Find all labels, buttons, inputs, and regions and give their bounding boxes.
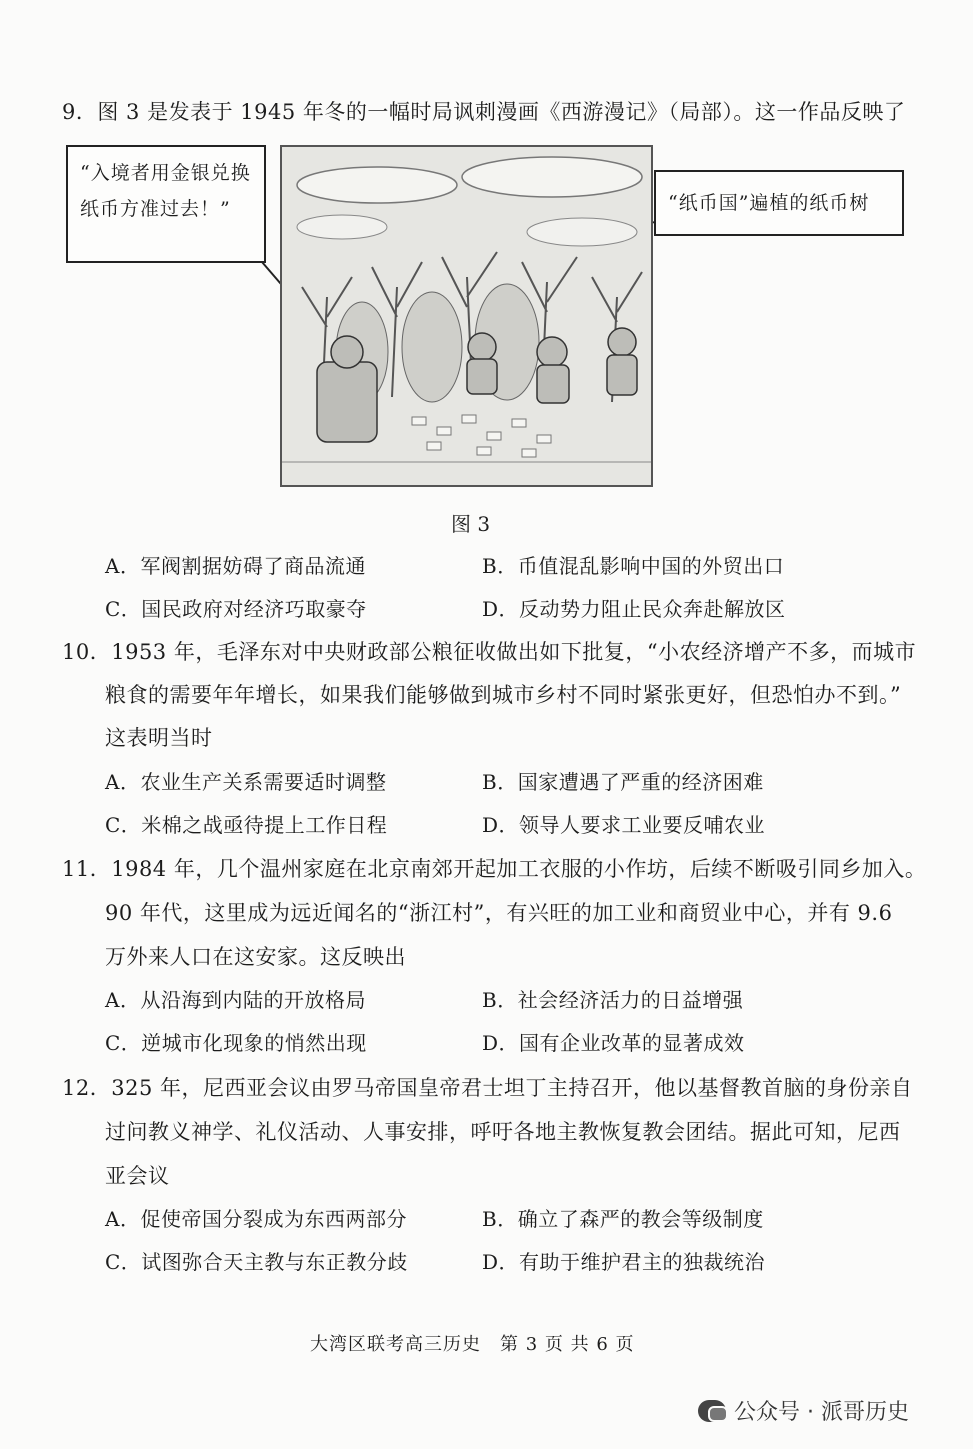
q11-line3: 万外来人口在这安家。这反映出	[105, 945, 406, 969]
q12-line1: 12．325 年，尼西亚会议由罗马帝国皇帝君士坦丁主持召开，他以基督教首脑的身份亲自	[62, 1076, 913, 1100]
q10-option-b: B．国家遭遇了严重的经济困难	[482, 770, 764, 794]
page-footer: 大湾区联考高三历史 第 3 页 共 6 页	[310, 1334, 635, 1355]
q11-option-b: B．社会经济活力的日益增强	[482, 988, 744, 1012]
q11-option-d: D．国有企业改革的显著成效	[482, 1031, 745, 1055]
q10-option-c: C．米棉之战亟待提上工作日程	[105, 813, 388, 837]
q9-stem: 9．图 3 是发表于 1945 年冬的一幅时局讽刺漫画《西游漫记》（局部）。这一作品反映了	[62, 100, 906, 124]
q9-option-b: B．币值混乱影响中国的外贸出口	[482, 554, 785, 578]
q11-line2: 90 年代，这里成为远近闻名的“浙江村”，有兴旺的加工业和商贸业中心，并有 9.6	[105, 901, 893, 925]
q9-option-a: A．军阀割据妨碍了商品流通	[105, 554, 366, 578]
callout-left-line1: “入境者用金银兑换	[80, 162, 251, 184]
q10-option-d: D．领导人要求工业要反哺农业	[482, 813, 766, 837]
callout-right-text: “纸币国”遍植的纸币树	[668, 192, 870, 214]
q10-line2: 粮食的需要年年增长，如果我们能够做到城市乡村不同时紧张更好，但恐怕办不到。”	[105, 683, 902, 707]
q9-option-d: D．反动势力阻止民众奔赴解放区	[482, 597, 786, 621]
q10-option-a: A．农业生产关系需要适时调整	[105, 770, 387, 794]
q11-option-a: A．从沿海到内陆的开放格局	[105, 988, 366, 1012]
cartoon-illustration	[280, 145, 653, 487]
q10-line1: 10．1953 年，毛泽东对中央财政部公粮征收做出如下批复，“小农经济增产不多，而城市	[62, 640, 917, 664]
callout-left-line2: 纸币方准过去！”	[80, 198, 231, 220]
q12-option-a: A．促使帝国分裂成为东西两部分	[105, 1207, 407, 1231]
brand-label: 公众号 · 派哥历史	[734, 1400, 909, 1425]
q12-option-c: C．试图弥合天主教与东正教分歧	[105, 1250, 408, 1274]
q12-option-d: D．有助于维护君主的独裁统治	[482, 1250, 766, 1274]
q12-line2: 过问教义神学、礼仪活动、人事安排，呼吁各地主教恢复教会团结。据此可知，尼西	[105, 1120, 901, 1144]
chat-bubble-icon	[698, 1400, 726, 1422]
q12-line3: 亚会议	[105, 1164, 170, 1188]
q12-option-b: B．确立了森严的教会等级制度	[482, 1207, 764, 1231]
q11-option-c: C．逆城市化现象的悄然出现	[105, 1031, 367, 1055]
cartoon-drawing	[282, 147, 653, 487]
q11-line1: 11．1984 年，几个温州家庭在北京南郊开起加工衣服的小作坊，后续不断吸引同乡加入。	[62, 857, 927, 881]
figure-caption: 图 3	[451, 512, 491, 536]
brand-watermark	[698, 1395, 909, 1426]
q9-option-c: C．国民政府对经济巧取豪夺	[105, 597, 367, 621]
q10-line3: 这表明当时	[105, 726, 213, 750]
